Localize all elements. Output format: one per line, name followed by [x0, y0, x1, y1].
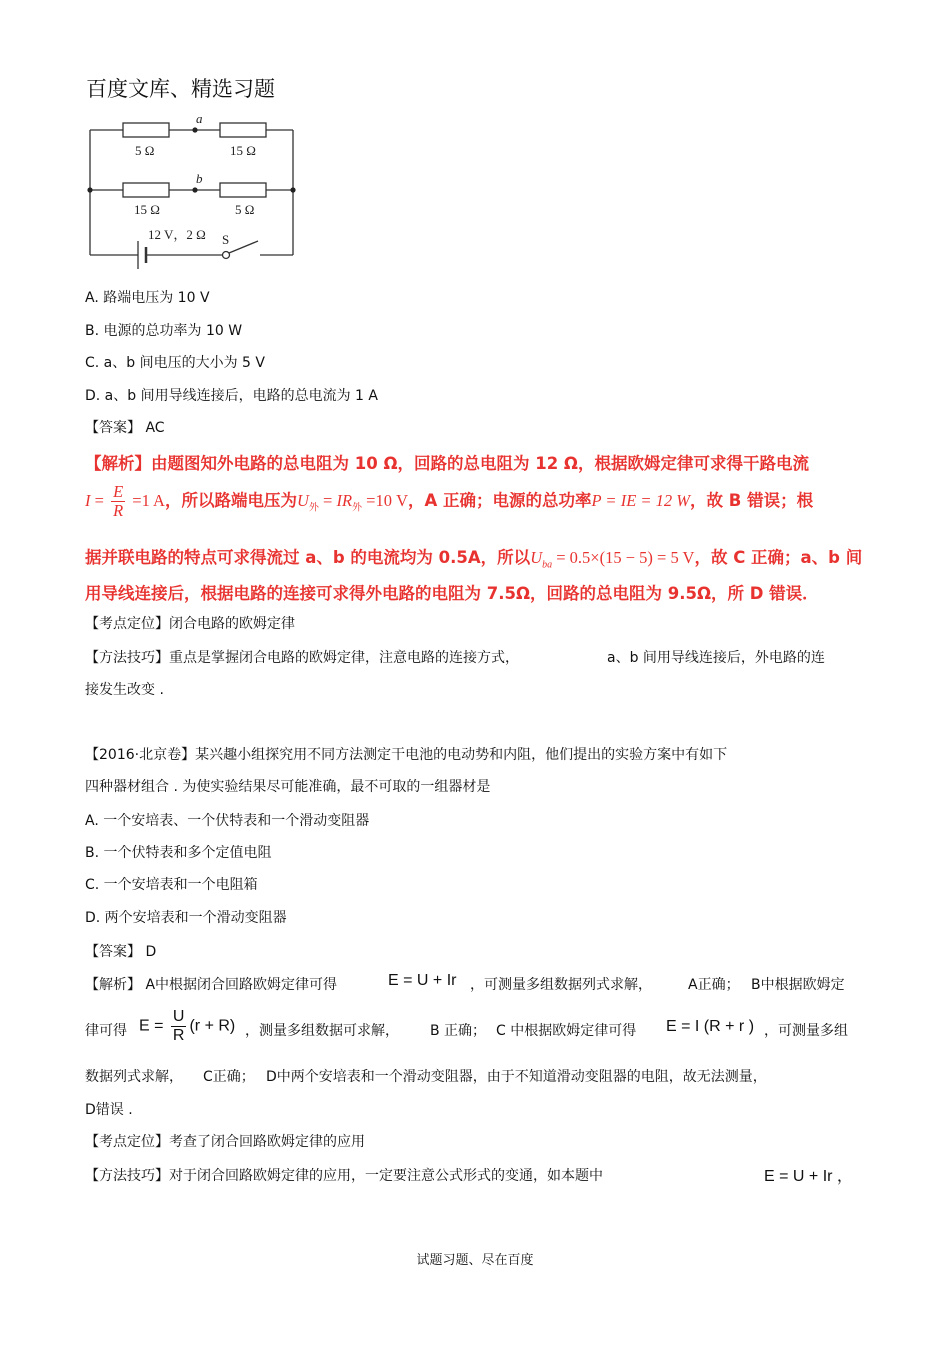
- q2-analysis-l3-a: 数据列式求解，: [85, 1069, 183, 1085]
- formula2-den: R: [172, 1027, 185, 1044]
- q1-answer: 【答案】 AC: [85, 420, 165, 436]
- formula-eq: =: [90, 491, 109, 510]
- q1-fangfa-line1-a: 【方法技巧】重点是掌握闭合电路的欧姆定律，注意电路的连接方式，: [85, 650, 519, 666]
- fraction-num: E: [113, 482, 124, 501]
- q2-stem-line2: 四种器材组合 . 为使实验结果尽可能准确，最不可取的一组器材是: [85, 779, 491, 795]
- resistor-top-left: [123, 123, 169, 137]
- q2-analysis-l3-b: C正确；: [203, 1069, 255, 1085]
- q2-formula-1: E = U + Ir: [388, 972, 457, 989]
- q2-analysis-l1-c: ，可测量多组数据列式求解，: [470, 977, 652, 993]
- q1-fangfa-line1-b: a、b 间用导线连接后，外电路的连: [607, 650, 825, 666]
- formula-ir: IR: [336, 491, 353, 510]
- resistor-top-right: [220, 123, 266, 137]
- label-r-top-right: 15 Ω: [230, 143, 256, 158]
- label-node-b: b: [196, 171, 203, 186]
- junction-right: [290, 187, 295, 192]
- text-c-correct: ，故 C 正确；a、b 间: [694, 548, 863, 567]
- junction-left: [87, 187, 92, 192]
- label-r-top-left: 5 Ω: [135, 143, 155, 158]
- q2-option-c: C. 一个安培表和一个电阻箱: [85, 877, 258, 893]
- circuit-diagram: [80, 110, 310, 280]
- q2-analysis-l1-d: A正确；: [688, 977, 740, 993]
- page-footer: 试题习题、尽在百度: [416, 1253, 534, 1268]
- q2-option-d: D. 两个安培表和一个滑动变阻器: [85, 910, 287, 926]
- node-a-dot: [192, 127, 197, 132]
- q2-stem-line1: 【2016·北京卷】某兴趣小组探究用不同方法测定干电池的电动势和内阻，他们提出的实验方案中有如下: [85, 747, 728, 763]
- q2-analysis-l2-f: C 中根据欧姆定律可得: [496, 1023, 637, 1039]
- formula-voltage: =10 V: [362, 491, 409, 510]
- formula-current: =1 A: [128, 491, 165, 510]
- switch-blade: [229, 241, 258, 253]
- q2-option-a: A. 一个安培表、一个伏特表和一个滑动变阻器: [85, 813, 370, 829]
- q2-answer: 【答案】 D: [85, 944, 157, 960]
- fraction-den: R: [113, 501, 124, 520]
- resistor-mid-left: [123, 183, 169, 197]
- text-b-wrong: ，故 B 错误；根: [690, 491, 814, 510]
- formula-eq2: =: [318, 491, 337, 510]
- q1-analysis-line3: [85, 544, 862, 570]
- formula-u-sub: 外: [308, 502, 319, 514]
- q2-analysis-l2-h: ，可测量多组: [764, 1023, 848, 1039]
- text-parallel: 据并联电路的特点可求得流过 a、b 的电流均为 0.5A，所以: [85, 548, 531, 567]
- page-header: 百度文库、精选习题: [86, 77, 275, 101]
- formula2-rhs: (r + R): [189, 1017, 236, 1035]
- q2-analysis-l1-e: B中根据欧姆定: [751, 977, 845, 993]
- q1-kaodian: 【考点定位】闭合电路的欧姆定律: [85, 616, 295, 632]
- q2-fangfa-formula: E = U + Ir ，: [764, 1168, 853, 1185]
- node-b-dot: [192, 187, 197, 192]
- q1-option-a: A. 路端电压为 10 V: [85, 290, 210, 306]
- label-battery: 12 V，2 Ω: [148, 227, 206, 242]
- q2-option-b: B. 一个伏特表和多个定值电阻: [85, 845, 272, 861]
- formula-power: P = IE = 12 W: [591, 491, 691, 510]
- q1-analysis-line1: 【解析】由题图知外电路的总电阻为 10 Ω，回路的总电阻为 12 Ω，根据欧姆定律可求得干路电流: [85, 454, 809, 473]
- q1-analysis-line2: [85, 483, 813, 520]
- formula-uba: U: [530, 548, 543, 567]
- q2-formula-3: E = I (R + r ): [666, 1018, 755, 1035]
- switch-pivot: [223, 252, 230, 259]
- formula-ir-sub: 外: [352, 502, 363, 514]
- formula2-num: U: [172, 1008, 185, 1025]
- formula-u: U: [296, 491, 309, 510]
- formula-uba-value: = 0.5×(15 − 5) = 5 V: [552, 548, 695, 567]
- formula-i: I: [85, 491, 91, 510]
- q2-analysis-l2-a: 律可得: [85, 1023, 127, 1039]
- text-a-correct: ，A 正确；电源的总功率: [408, 491, 592, 510]
- q2-analysis-l3-c: D中两个安培表和一个滑动变阻器，由于不知道滑动变阻器的电阻，故无法测量，: [266, 1069, 767, 1085]
- q1-option-c: C. a、b 间电压的大小为 5 V: [85, 355, 265, 371]
- q2-fangfa-a: 【方法技巧】对于闭合回路欧姆定律的应用，一定要注意公式形式的变通，如本题中: [85, 1168, 603, 1184]
- formula2-fraction: [171, 1008, 187, 1045]
- q1-analysis-line4: 用导线连接后，根据电路的连接可求得外电路的电阻为 7.5Ω，回路的总电阻为 9.5Ω，所 D 错误．: [85, 584, 819, 603]
- q1-fangfa-line2: 接发生改变 .: [85, 682, 164, 698]
- resistor-mid-right: [220, 183, 266, 197]
- formula2-lhs: E =: [139, 1017, 168, 1035]
- q2-formula-2: [139, 1008, 235, 1045]
- label-r-mid-right: 5 Ω: [235, 202, 255, 217]
- label-r-mid-left: 15 Ω: [134, 202, 160, 217]
- q1-option-d: D. a、b 间用导线连接后，电路的总电流为 1 A: [85, 388, 378, 404]
- formula-uba-sub: ba: [542, 559, 553, 571]
- q2-kaodian: 【考点定位】考查了闭合回路欧姆定律的应用: [85, 1134, 365, 1150]
- q2-analysis-l1-a: 【解析】 A中根据闭合回路欧姆定律可得: [85, 977, 338, 993]
- q2-analysis-l2-d: ，测量多组数据可求解，: [245, 1023, 399, 1039]
- q2-analysis-l4: D错误 .: [85, 1102, 133, 1118]
- label-switch: S: [222, 232, 230, 247]
- label-node-a: a: [196, 111, 203, 126]
- formula-fraction: [111, 483, 125, 520]
- text-lu-duan: ，所以路端电压为: [164, 491, 297, 510]
- q1-option-b: B. 电源的总功率为 10 W: [85, 323, 243, 339]
- q2-analysis-l2-e: B 正确；: [430, 1023, 487, 1039]
